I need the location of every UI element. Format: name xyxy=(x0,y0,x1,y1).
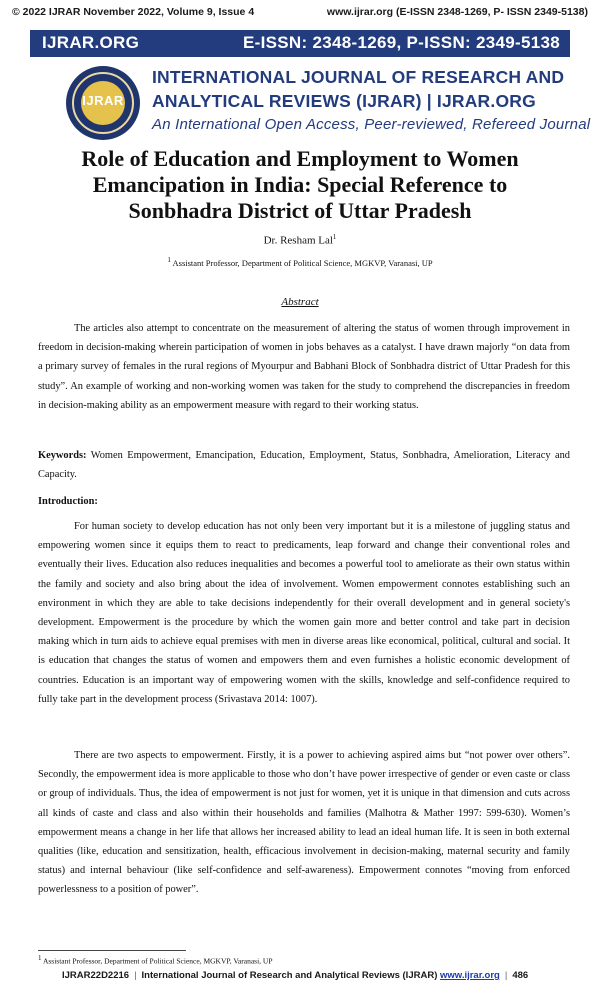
logo-text: IJRAR xyxy=(82,93,124,108)
journal-banner xyxy=(30,30,570,57)
intro-paragraph-1: For human society to develop education has not only been very important but it is a milestone of juggling status and empowering women since it equips them to react to predicaments, leap forward and change their conventional roles and eventually their lives. Education also reduces inequalities and becomes a powerful tool to ameliorate as their own status within the family and society and also bring about the idea of involvement. Women empowerment connotes establishing such an environment in which they are able to take decisions independently for their overall development and in general society's development. Empowerment is the procedure by which the women gain more and better control and take part in decision making which in turn aids to achieve equal premises with men in diverse areas like economical, political, cultural and social. It is education that changes the status of women and empowers them and even furnishes a holistic economic development of countries. Education is an important way of empowering women with the skills, knowledge and self-confidence required to fully take part in the development process (Srivastava 2014: 1007). xyxy=(38,521,570,705)
footnote-divider xyxy=(38,950,186,951)
banner-site: IJRAR.ORG xyxy=(42,33,140,52)
footnote xyxy=(38,954,273,966)
footer-paper-id: IJRAR22D2216 xyxy=(62,970,130,981)
keywords xyxy=(38,446,570,484)
running-header-right: www.ijrar.org (E-ISSN 2348-1269, P- ISSN 2349-5138) xyxy=(326,6,588,18)
abstract-heading: Abstract xyxy=(281,296,319,308)
journal-logo xyxy=(66,66,140,140)
affiliation-sup: 1 xyxy=(167,256,171,264)
affiliation-text: Assistant Professor, Department of Political Science, MGKVP, Varanasi, UP xyxy=(170,257,433,268)
author-affiliation xyxy=(0,256,600,268)
journal-masthead xyxy=(66,64,591,142)
author-sup: 1 xyxy=(332,233,337,241)
author-name: Dr. Resham Lal xyxy=(263,234,333,247)
journal-tagline: An International Open Access, Peer-reviewed, Refereed Journal xyxy=(152,116,591,133)
footer-link[interactable]: www.ijrar.org xyxy=(440,970,500,981)
journal-name-line1: INTERNATIONAL JOURNAL OF RESEARCH AND xyxy=(152,67,565,87)
footer-separator: | xyxy=(504,970,508,981)
intro-paragraph-2: There are two aspects to empowerment. Firstly, it is a power to achieving aspired aims but “not power over others”. Secondly, the empowerment idea is more applicable to those who don’t have power irrespective of gender or even caste or class or group of individuals. Thus, the idea of empowerment is not just for women, yet it is unique in that dimension and cuts across all kinds of caste and class and also within their households and families (Malhotra & Mather 1997: 599-630). Women’s empowerment means a change in her life that allows her increased ability to lead an ideal human life. It is seen in both external qualities (like, education and sensitization, health, efficacious involvement in decision-making, maternal security and family status) and internal behaviour (like self-confidence and self-awareness). Empowerment connotes “moving from enforced powerlessness to a position of power”. xyxy=(38,750,570,896)
keywords-text: Women Empowerment, Emancipation, Education, Employment, Status, Sonbhadra, Amelioration, Literacy and Capacity. xyxy=(38,450,570,481)
paper-author xyxy=(0,233,600,247)
abstract-text: The articles also attempt to concentrate on the measurement of altering the status of women through improvement in freedom in decision-making wherein participation of women in jobs behaves as a catalyst. I have drawn majorly “on data from a primary survey of females in the rural regions of Myourpur and Babhani Block of Sonbhadra district of Uttar Pradesh for this study”. An example of working and non-working women was taken for the study to comprehend the discrepancies in freedom in decision-making ability as an empowerment measure with regard to their working status. xyxy=(38,323,570,411)
intro-heading: Introduction: xyxy=(38,496,98,507)
page-footer xyxy=(62,970,528,981)
footnote-sup: 1 xyxy=(38,954,42,962)
banner-issn: E-ISSN: 2348-1269, P-ISSN: 2349-5138 xyxy=(243,33,560,52)
running-header xyxy=(12,6,588,20)
paper-title: Role of Education and Employment to Women Emancipation in India: Special Reference to Sonbhadra District of Uttar Pradesh xyxy=(81,146,519,223)
footer-separator: | xyxy=(134,970,137,981)
keywords-label: Keywords: xyxy=(38,450,87,461)
footer-journal: International Journal of Research and Analytical Reviews (IJRAR) xyxy=(141,970,438,981)
footnote-text: Assistant Professor, Department of Political Science, MGKVP, Varanasi, UP xyxy=(41,956,273,966)
journal-name-line2: ANALYTICAL REVIEWS (IJRAR) | IJRAR.ORG xyxy=(152,91,536,111)
running-header-left: © 2022 IJRAR November 2022, Volume 9, Issue 4 xyxy=(12,6,255,18)
footer-page-number: 486 xyxy=(512,970,529,981)
